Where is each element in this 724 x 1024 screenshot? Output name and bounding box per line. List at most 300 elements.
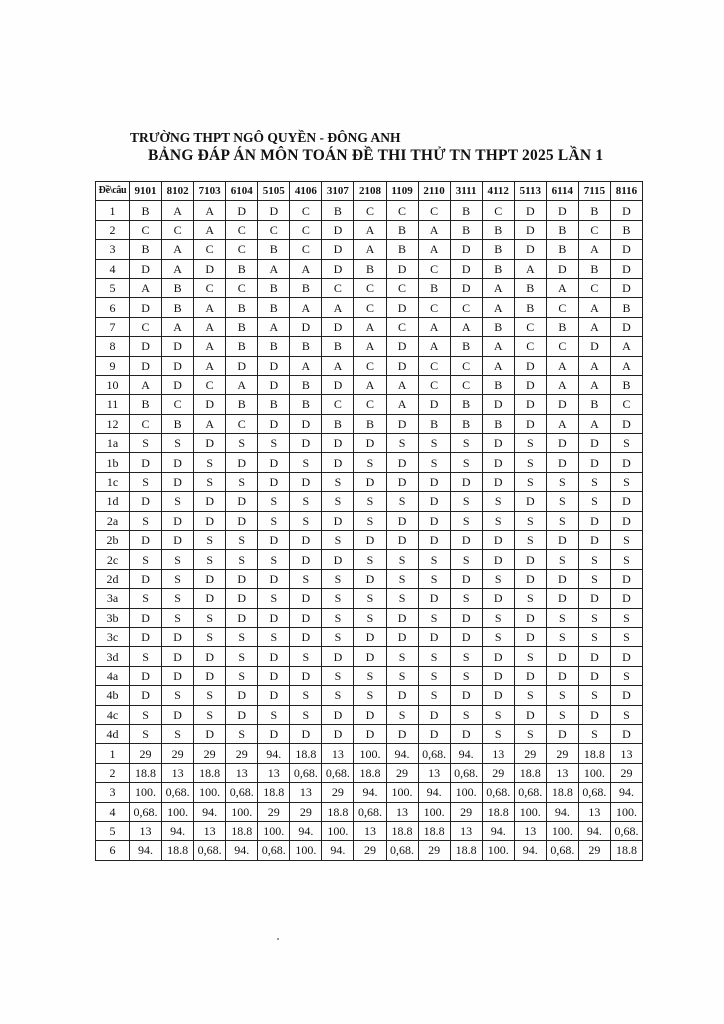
table-row [96, 298, 643, 317]
answer-cell: D [610, 453, 642, 472]
answer-cell: D [354, 434, 386, 453]
table-row [96, 337, 643, 356]
answer-cell: S [546, 511, 578, 530]
answer-cell: C [418, 356, 450, 375]
answer-cell: D [194, 589, 226, 608]
answer-cell: D [130, 337, 162, 356]
answer-cell: D [418, 627, 450, 646]
answer-cell: A [578, 356, 610, 375]
answer-cell: 29 [194, 744, 226, 763]
answer-cell: D [610, 259, 642, 278]
answer-cell: S [354, 608, 386, 627]
answer-cell: B [578, 395, 610, 414]
answer-cell: D [162, 472, 194, 491]
answer-cell: D [514, 627, 546, 646]
answer-cell: D [578, 647, 610, 666]
answer-cell: A [610, 356, 642, 375]
answer-cell: C [162, 220, 194, 239]
answer-cell: S [578, 472, 610, 491]
answer-cell: S [226, 550, 258, 569]
answer-cell: S [194, 531, 226, 550]
answer-cell: D [322, 220, 354, 239]
answer-cell: D [290, 434, 322, 453]
answer-cell: 29 [418, 841, 450, 860]
table-row [96, 589, 643, 608]
answer-cell: S [322, 531, 354, 550]
answer-cell: 29 [482, 763, 514, 782]
answer-cell: S [162, 492, 194, 511]
table-row [96, 724, 643, 743]
answer-cell: S [418, 569, 450, 588]
answer-cell: S [290, 453, 322, 472]
answer-cell: D [354, 647, 386, 666]
answer-cell: D [482, 395, 514, 414]
answer-cell: 100. [354, 744, 386, 763]
answer-cell: B [290, 278, 322, 297]
table-row [96, 744, 643, 763]
answer-cell: S [226, 472, 258, 491]
page-title: BẢNG ĐÁP ÁN MÔN TOÁN ĐỀ THI THỬ TN THPT 2025 LẦN 1 [148, 147, 604, 164]
table-row [96, 414, 643, 433]
answer-cell: 0,68. [386, 841, 418, 860]
answer-cell: A [162, 259, 194, 278]
answer-cell: D [578, 453, 610, 472]
answer-cell: D [482, 589, 514, 608]
answer-cell: B [162, 298, 194, 317]
table-row [96, 821, 643, 840]
answer-cell: S [578, 724, 610, 743]
answer-cell: S [610, 666, 642, 685]
answer-cell: D [322, 724, 354, 743]
answer-cell: 13 [226, 763, 258, 782]
answer-cell: C [162, 395, 194, 414]
answer-cell: D [194, 569, 226, 588]
question-label: 1b [96, 453, 130, 472]
answer-cell: A [578, 375, 610, 394]
question-label: 6 [96, 841, 130, 860]
answer-cell: D [354, 724, 386, 743]
answer-cell: A [194, 201, 226, 220]
answer-cell: 94. [226, 841, 258, 860]
answer-cell: B [610, 298, 642, 317]
answer-cell: 18.8 [514, 763, 546, 782]
answer-cell: 0,68. [450, 763, 482, 782]
answer-cell: 13 [514, 821, 546, 840]
answer-cell: A [578, 298, 610, 317]
answer-cell: S [610, 608, 642, 627]
answer-cell: A [482, 278, 514, 297]
answer-cell: 29 [354, 841, 386, 860]
answer-cell: B [258, 240, 290, 259]
answer-cell: D [386, 356, 418, 375]
answer-cell: D [546, 569, 578, 588]
table-row [96, 666, 643, 685]
answer-cell: D [546, 724, 578, 743]
answer-cell: S [482, 492, 514, 511]
answer-cell: A [386, 395, 418, 414]
answer-cell: S [162, 589, 194, 608]
question-label: 5 [96, 821, 130, 840]
answer-cell: A [546, 356, 578, 375]
answer-cell: D [450, 608, 482, 627]
table-row [96, 356, 643, 375]
table-row [96, 569, 643, 588]
answer-cell: D [514, 240, 546, 259]
answer-cell: D [226, 608, 258, 627]
answer-cell: D [354, 531, 386, 550]
exam-code-header: 2110 [418, 182, 450, 201]
answer-cell: D [450, 569, 482, 588]
answer-cell: C [194, 375, 226, 394]
answer-cell: D [578, 434, 610, 453]
answer-cell: S [130, 705, 162, 724]
answer-cell: S [354, 666, 386, 685]
answer-cell: D [130, 686, 162, 705]
answer-cell: D [258, 686, 290, 705]
answer-cell: S [610, 472, 642, 491]
answer-cell: 18.8 [482, 802, 514, 821]
answer-cell: S [514, 589, 546, 608]
answer-cell: 18.8 [290, 744, 322, 763]
table-row [96, 550, 643, 569]
answer-cell: D [610, 240, 642, 259]
answer-cell: S [514, 453, 546, 472]
answer-cell: S [322, 492, 354, 511]
answer-cell: D [290, 608, 322, 627]
question-label: 8 [96, 337, 130, 356]
table-row [96, 201, 643, 220]
table-row [96, 763, 643, 782]
answer-cell: S [514, 472, 546, 491]
answer-cell: C [610, 395, 642, 414]
answer-cell: S [482, 724, 514, 743]
answer-cell: 29 [322, 783, 354, 802]
answer-cell: 94. [130, 841, 162, 860]
answer-cell: D [386, 472, 418, 491]
answer-cell: 18.8 [354, 763, 386, 782]
answer-cell: S [386, 647, 418, 666]
table-row [96, 453, 643, 472]
answer-cell: D [130, 298, 162, 317]
answer-cell: S [290, 569, 322, 588]
table-row [96, 531, 643, 550]
answer-cell: C [290, 220, 322, 239]
answer-cell: B [610, 220, 642, 239]
answer-cell: D [578, 511, 610, 530]
corner-header: Đề\câu [96, 182, 130, 201]
answer-cell: 18.8 [194, 763, 226, 782]
answer-cell: C [354, 395, 386, 414]
table-row [96, 511, 643, 530]
answer-cell: D [258, 647, 290, 666]
answer-cell: 94. [258, 744, 290, 763]
answer-cell: D [258, 453, 290, 472]
answer-cell: D [418, 472, 450, 491]
answer-cell: 13 [130, 821, 162, 840]
table-row [96, 627, 643, 646]
answer-cell: 0,68. [418, 744, 450, 763]
answer-cell: D [258, 356, 290, 375]
table-row [96, 492, 643, 511]
answer-cell: A [290, 298, 322, 317]
answer-cell: D [482, 550, 514, 569]
answer-cell: B [578, 201, 610, 220]
answer-cell: B [386, 220, 418, 239]
answer-cell: D [610, 511, 642, 530]
answer-cell: D [578, 531, 610, 550]
answer-cell: A [482, 356, 514, 375]
exam-code-header: 7103 [194, 182, 226, 201]
exam-code-header: 7115 [578, 182, 610, 201]
answer-cell: D [290, 724, 322, 743]
answer-cell: D [514, 375, 546, 394]
answer-cell: S [258, 511, 290, 530]
answer-cell: D [610, 278, 642, 297]
answer-cell: D [418, 705, 450, 724]
answer-cell: D [258, 375, 290, 394]
answer-cell: S [322, 666, 354, 685]
answer-cell: D [482, 647, 514, 666]
answer-cell: 29 [514, 744, 546, 763]
answer-cell: A [354, 240, 386, 259]
answer-cell: A [354, 375, 386, 394]
answer-cell: S [514, 511, 546, 530]
answer-cell: S [130, 647, 162, 666]
question-label: 10 [96, 375, 130, 394]
answer-cell: S [194, 627, 226, 646]
answer-cell: D [482, 686, 514, 705]
answer-cell: A [546, 414, 578, 433]
answer-cell: 0,68. [226, 783, 258, 802]
answer-cell: C [354, 298, 386, 317]
answer-cell: S [578, 569, 610, 588]
answer-cell: S [578, 627, 610, 646]
answer-cell: C [226, 240, 258, 259]
answer-cell: 100. [450, 783, 482, 802]
answer-cell: D [386, 724, 418, 743]
table-row [96, 647, 643, 666]
answer-cell: S [546, 472, 578, 491]
answer-cell: S [194, 550, 226, 569]
answer-cell: D [610, 686, 642, 705]
answer-cell: 0,68. [130, 802, 162, 821]
answer-cell: S [514, 686, 546, 705]
question-label: 12 [96, 414, 130, 433]
answer-cell: B [482, 414, 514, 433]
answer-cell: C [354, 201, 386, 220]
answer-cell: D [450, 472, 482, 491]
answer-cell: B [578, 259, 610, 278]
exam-code-header: 1109 [386, 182, 418, 201]
answer-cell: S [546, 608, 578, 627]
answer-cell: B [322, 414, 354, 433]
answer-cell: D [226, 589, 258, 608]
answer-cell: A [418, 220, 450, 239]
answer-cell: C [546, 298, 578, 317]
answer-cell: S [482, 608, 514, 627]
answer-cell: C [226, 414, 258, 433]
answer-cell: A [130, 375, 162, 394]
answer-cell: B [258, 337, 290, 356]
table-row [96, 608, 643, 627]
answer-cell: D [482, 531, 514, 550]
answer-cell: D [450, 627, 482, 646]
answer-cell: D [194, 434, 226, 453]
answer-cell: D [194, 647, 226, 666]
answer-cell: C [386, 278, 418, 297]
answer-cell: D [546, 453, 578, 472]
answer-cell: D [162, 356, 194, 375]
answer-cell: B [322, 201, 354, 220]
answer-cell: 0,68. [194, 841, 226, 860]
answer-cell: D [162, 705, 194, 724]
answer-cell: B [258, 298, 290, 317]
table-row [96, 259, 643, 278]
answer-cell: S [546, 627, 578, 646]
answer-cell: 100. [322, 821, 354, 840]
answer-cell: S [386, 705, 418, 724]
answer-cell: C [226, 278, 258, 297]
answer-cell: B [514, 298, 546, 317]
answer-cell: 18.8 [418, 821, 450, 840]
answer-cell: D [226, 356, 258, 375]
answer-cell: S [546, 686, 578, 705]
answer-cell: B [226, 337, 258, 356]
question-label: 4 [96, 259, 130, 278]
answer-cell: 0,68. [514, 783, 546, 802]
answer-cell: S [290, 492, 322, 511]
answer-cell: C [418, 201, 450, 220]
answer-cell: S [610, 531, 642, 550]
answer-cell: D [386, 337, 418, 356]
answer-cell: S [418, 608, 450, 627]
answer-cell: D [418, 395, 450, 414]
exam-code-header: 5105 [258, 182, 290, 201]
answer-cell: 94. [290, 821, 322, 840]
answer-cell: 0,68. [322, 763, 354, 782]
answer-cell: D [130, 453, 162, 472]
answer-cell: S [194, 472, 226, 491]
answer-cell: S [290, 647, 322, 666]
answer-cell: B [482, 220, 514, 239]
table-row [96, 434, 643, 453]
answer-cell: S [162, 550, 194, 569]
answer-cell: 94. [578, 821, 610, 840]
answer-cell: C [386, 317, 418, 336]
answer-cell: D [162, 375, 194, 394]
answer-cell: 18.8 [258, 783, 290, 802]
answer-cell: B [450, 414, 482, 433]
answer-cell: D [386, 453, 418, 472]
answer-cell: S [258, 434, 290, 453]
answer-cell: S [450, 647, 482, 666]
answer-cell: S [386, 434, 418, 453]
answer-cell: D [386, 531, 418, 550]
answer-cell: S [610, 434, 642, 453]
answer-cell: S [258, 627, 290, 646]
answer-cell: 13 [482, 744, 514, 763]
answer-cell: D [162, 666, 194, 685]
question-label: 3 [96, 783, 130, 802]
answer-cell: B [130, 240, 162, 259]
answer-cell: B [482, 259, 514, 278]
answer-cell: D [386, 686, 418, 705]
table-row [96, 278, 643, 297]
answer-cell: C [290, 201, 322, 220]
exam-code-header: 6114 [546, 182, 578, 201]
exam-code-header: 4106 [290, 182, 322, 201]
answer-cell: S [546, 550, 578, 569]
answer-cell: C [226, 220, 258, 239]
answer-cell: D [322, 647, 354, 666]
exam-code-header: 2108 [354, 182, 386, 201]
answer-cell: 100. [226, 802, 258, 821]
question-label: 2 [96, 763, 130, 782]
answer-cell: D [354, 472, 386, 491]
answer-cell: D [418, 724, 450, 743]
answer-cell: D [258, 666, 290, 685]
answer-cell: 100. [578, 763, 610, 782]
answer-cell: D [546, 201, 578, 220]
answer-cell: B [450, 201, 482, 220]
answer-cell: D [418, 531, 450, 550]
question-label: 1 [96, 744, 130, 763]
answer-cell: S [354, 589, 386, 608]
answer-cell: S [418, 550, 450, 569]
question-label: 7 [96, 317, 130, 336]
answer-cell: 94. [514, 841, 546, 860]
answer-cell: D [386, 627, 418, 646]
answer-cell: C [194, 278, 226, 297]
answer-cell: S [258, 550, 290, 569]
answer-cell: S [578, 608, 610, 627]
answer-cell: S [450, 705, 482, 724]
answer-cell: 94. [322, 841, 354, 860]
answer-cell: 100. [258, 821, 290, 840]
answer-cell: D [514, 550, 546, 569]
answer-cell: D [386, 511, 418, 530]
answer-cell: A [514, 259, 546, 278]
answer-cell: S [386, 569, 418, 588]
answer-cell: D [226, 569, 258, 588]
answer-cell: S [130, 550, 162, 569]
answer-cell: 94. [386, 744, 418, 763]
answer-cell: S [418, 686, 450, 705]
answer-cell: B [258, 278, 290, 297]
answer-cell: A [578, 240, 610, 259]
answer-cell: D [386, 414, 418, 433]
table-row [96, 240, 643, 259]
answer-cell: 100. [546, 821, 578, 840]
answer-cell: S [578, 686, 610, 705]
answer-cell: D [386, 259, 418, 278]
answer-cell: C [578, 220, 610, 239]
answer-cell: D [546, 395, 578, 414]
answer-cell: 0,68. [290, 763, 322, 782]
answer-cell: S [194, 453, 226, 472]
answer-cell: S [482, 627, 514, 646]
question-label: 3b [96, 608, 130, 627]
answer-cell: D [354, 627, 386, 646]
answer-cell: D [290, 531, 322, 550]
answer-cell: 0,68. [578, 783, 610, 802]
answer-cell: D [290, 589, 322, 608]
answer-cell: C [578, 278, 610, 297]
answer-cell: 13 [258, 763, 290, 782]
answer-cell: S [386, 666, 418, 685]
answer-cell: D [546, 434, 578, 453]
answer-cell: D [578, 705, 610, 724]
